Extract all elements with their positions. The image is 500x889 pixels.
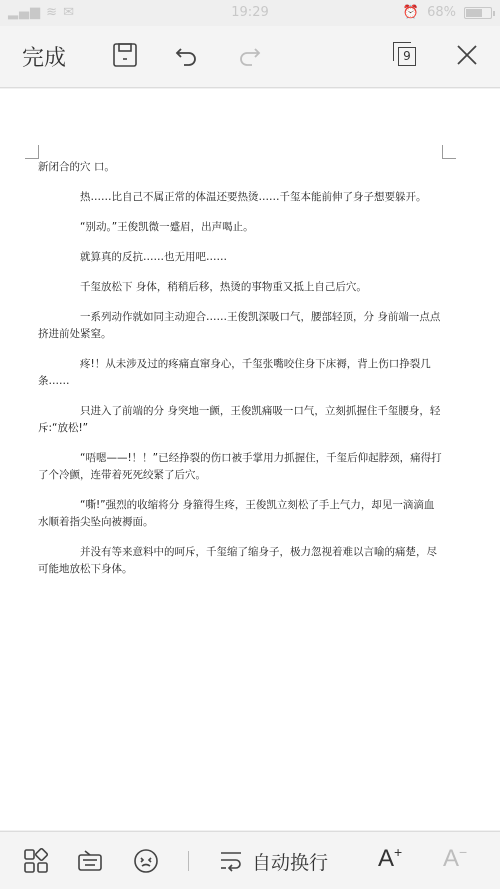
undo-icon[interactable]: [172, 40, 202, 70]
redo-icon[interactable]: [234, 40, 264, 70]
keyboard-icon[interactable]: [76, 847, 104, 875]
paragraph: 新闭合的穴 口。: [38, 161, 115, 173]
paragraph: 千玺放松下 身体，稍稍后移，热烫的事物重又抵上自己后穴。: [80, 281, 367, 293]
paragraph: 一系列动作就如同主动迎合……王俊凯深吸口气，腰部轻顶，分 身前端一点点挤进前处紧窒。: [38, 311, 441, 340]
battery-icon: [464, 7, 492, 19]
paragraph: 并没有等来意料中的呵斥，千玺缩了缩身子，极力忽视着难以言喻的痛楚，尽可能地放松下身体。: [38, 546, 437, 575]
apps-grid-icon[interactable]: [22, 847, 50, 875]
top-toolbar: [0, 26, 500, 88]
paragraph: “嘶!”强烈的收缩将分 身箍得生疼，王俊凯立刻松了手上气力，却见一滴滴血水顺着指尖坠向被褥面。: [38, 499, 435, 528]
auto-wrap-button[interactable]: [218, 846, 328, 876]
toolbar-divider: [188, 851, 189, 871]
font-decrease-label: A: [443, 845, 460, 872]
paragraph: 就算真的反抗……也无用吧……: [80, 251, 227, 263]
auto-wrap-label: 自动换行: [252, 851, 329, 874]
document-page[interactable]: [0, 89, 500, 830]
page-corner-mark-left: [25, 145, 39, 159]
document-text[interactable]: [38, 159, 443, 591]
battery-text: 68%: [427, 5, 456, 20]
font-increase-button[interactable]: [378, 844, 402, 873]
emoji-icon[interactable]: [132, 847, 160, 875]
signal-icons: ▂▄▆ ≋ ✉: [8, 5, 76, 20]
done-button[interactable]: 完成: [22, 46, 67, 71]
save-icon[interactable]: [110, 40, 140, 70]
page-corner-mark-right: [442, 145, 456, 159]
bottom-toolbar: [0, 831, 500, 889]
minus-sign: −: [459, 844, 468, 860]
wrap-icon: [218, 848, 244, 874]
alarm-icon: ⏰: [402, 5, 420, 20]
status-right: [403, 5, 492, 20]
status-time: 19:29: [231, 5, 269, 20]
paragraph: “唔嗯——!！！”已经挣裂的伤口被手掌用力抓握住，千玺后仰起脖颈，痛得打了个冷颤，连带着死死绞紧了后穴。: [38, 452, 442, 481]
status-bar: [0, 0, 500, 26]
tab-switcher-button[interactable]: [392, 42, 418, 68]
plus-sign: +: [394, 844, 403, 860]
font-decrease-button[interactable]: [443, 844, 467, 873]
paragraph: 热……比自己不属正常的体温还要热烫……千玺本能前伸了身子想要躲开。: [80, 191, 427, 203]
paragraph: “别动。”王俊凯微一蹙眉，出声喝止。: [80, 221, 254, 233]
close-icon[interactable]: [452, 40, 482, 70]
paragraph: 只进入了前端的分 身突地一颤，王俊凯痛吸一口气，立刻抓握住千玺腰身，轻斥:“放松!”: [38, 405, 441, 434]
font-increase-label: A: [378, 845, 395, 872]
tab-count: 9: [398, 47, 416, 66]
paragraph: 疼!！从未涉及过的疼痛直窜身心，千玺张嘴咬住身下床褥，背上伤口挣裂几条……: [38, 358, 431, 387]
